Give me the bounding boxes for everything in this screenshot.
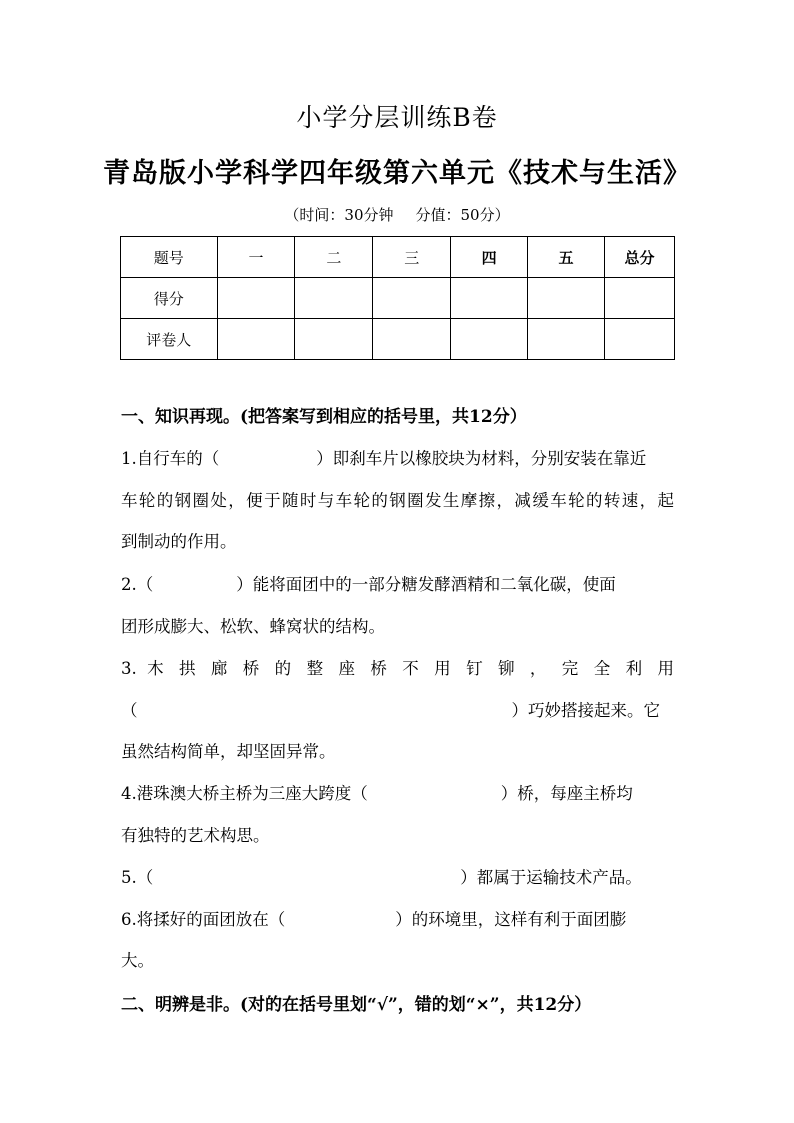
question-6-line-2: 大。 (121, 951, 154, 970)
q4-text-after: ）桥，每座主桥均 (500, 784, 633, 803)
table-cell[interactable] (373, 278, 451, 319)
table-row (121, 319, 675, 360)
section-heading: 一、知识再现。(把答案写到相应的括号里，共12分） (121, 407, 527, 427)
table-cell[interactable] (295, 278, 373, 319)
table-cell[interactable] (528, 278, 605, 319)
q6-text-after: ）的环境里，这样有利于面团膨 (395, 910, 627, 929)
table-cell[interactable] (528, 319, 605, 360)
row-label: 得分 (121, 278, 218, 319)
table-header-row (121, 237, 675, 278)
q1-text-before: 1.自行车的（ (121, 449, 220, 468)
table-header-cell: 二 (295, 237, 373, 278)
table-cell[interactable] (451, 278, 528, 319)
table-header-cell: 一 (217, 237, 295, 278)
q2-text-before: 2.（ (121, 575, 154, 594)
q4-text-before: 4.港珠澳大桥主桥为三座大跨度（ (121, 784, 368, 803)
table-header-cell: 总分 (604, 237, 674, 278)
table-cell[interactable] (217, 278, 295, 319)
page-title: 小学分层训练B卷 (296, 103, 498, 132)
q3-text-after: ）巧妙搭接起来。它 (511, 701, 660, 720)
question-2-line-2: 团形成膨大、松软、蜂窝状的结构。 (121, 617, 385, 636)
table-header-cell: 题号 (121, 237, 218, 278)
q2-text-after: ）能将面团中的一部分糖发酵酒精和二氧化碳，使面 (236, 575, 616, 594)
exam-score: 分值：50分） (415, 206, 510, 224)
table-header-cell: 三 (373, 237, 451, 278)
question-3-line-2 (121, 697, 674, 721)
question-1-line-3: 到制动的作用。 (121, 532, 237, 551)
page-subtitle: 青岛版小学科学四年级第六单元《技术与生活》 (103, 158, 691, 189)
question-1-line-2: 车轮的钢圈处，便于随时与车轮的钢圈发生摩擦，减缓车轮的转速，起 (121, 491, 674, 510)
question-3-line-3: 虽然结构简单，却坚固异常。 (121, 742, 336, 761)
row-label: 评卷人 (121, 319, 218, 360)
table-cell[interactable] (451, 319, 528, 360)
table-row (121, 278, 675, 319)
q3-text-before: （ (121, 701, 138, 720)
question-4-line-2: 有独特的艺术构思。 (121, 826, 270, 845)
question-2-line-1 (121, 571, 674, 595)
question-1-line-1 (121, 445, 674, 469)
question-6-line-1 (121, 906, 674, 930)
table-cell[interactable] (373, 319, 451, 360)
q6-text-before: 6.将揉好的面团放在（ (121, 910, 286, 929)
q5-text-after: ）都属于运输技术产品。 (460, 868, 642, 887)
table-header-cell: 四 (451, 237, 528, 278)
section-heading: 二、明辨是非。(对的在括号里划“√”，错的划“×”，共12分） (121, 995, 592, 1015)
question-5-line-1 (121, 864, 674, 888)
q1-text-after: ）即刹车片以橡胶块为材料，分别安装在靠近 (316, 449, 647, 468)
table-cell[interactable] (295, 319, 373, 360)
table-cell[interactable] (604, 278, 674, 319)
question-3-line-1: 3. 木 拱 廊 桥 的 整 座 桥 不 用 钉 铆 ， 完 全 利 用 (121, 659, 674, 678)
table-cell[interactable] (604, 319, 674, 360)
exam-time: （时间：30分钟 (284, 206, 394, 224)
table-cell[interactable] (217, 319, 295, 360)
q5-text-before: 5.（ (121, 868, 154, 887)
exam-info (0, 204, 794, 225)
score-table (120, 236, 675, 360)
table-header-cell: 五 (528, 237, 605, 278)
question-4-line-1 (121, 780, 674, 804)
